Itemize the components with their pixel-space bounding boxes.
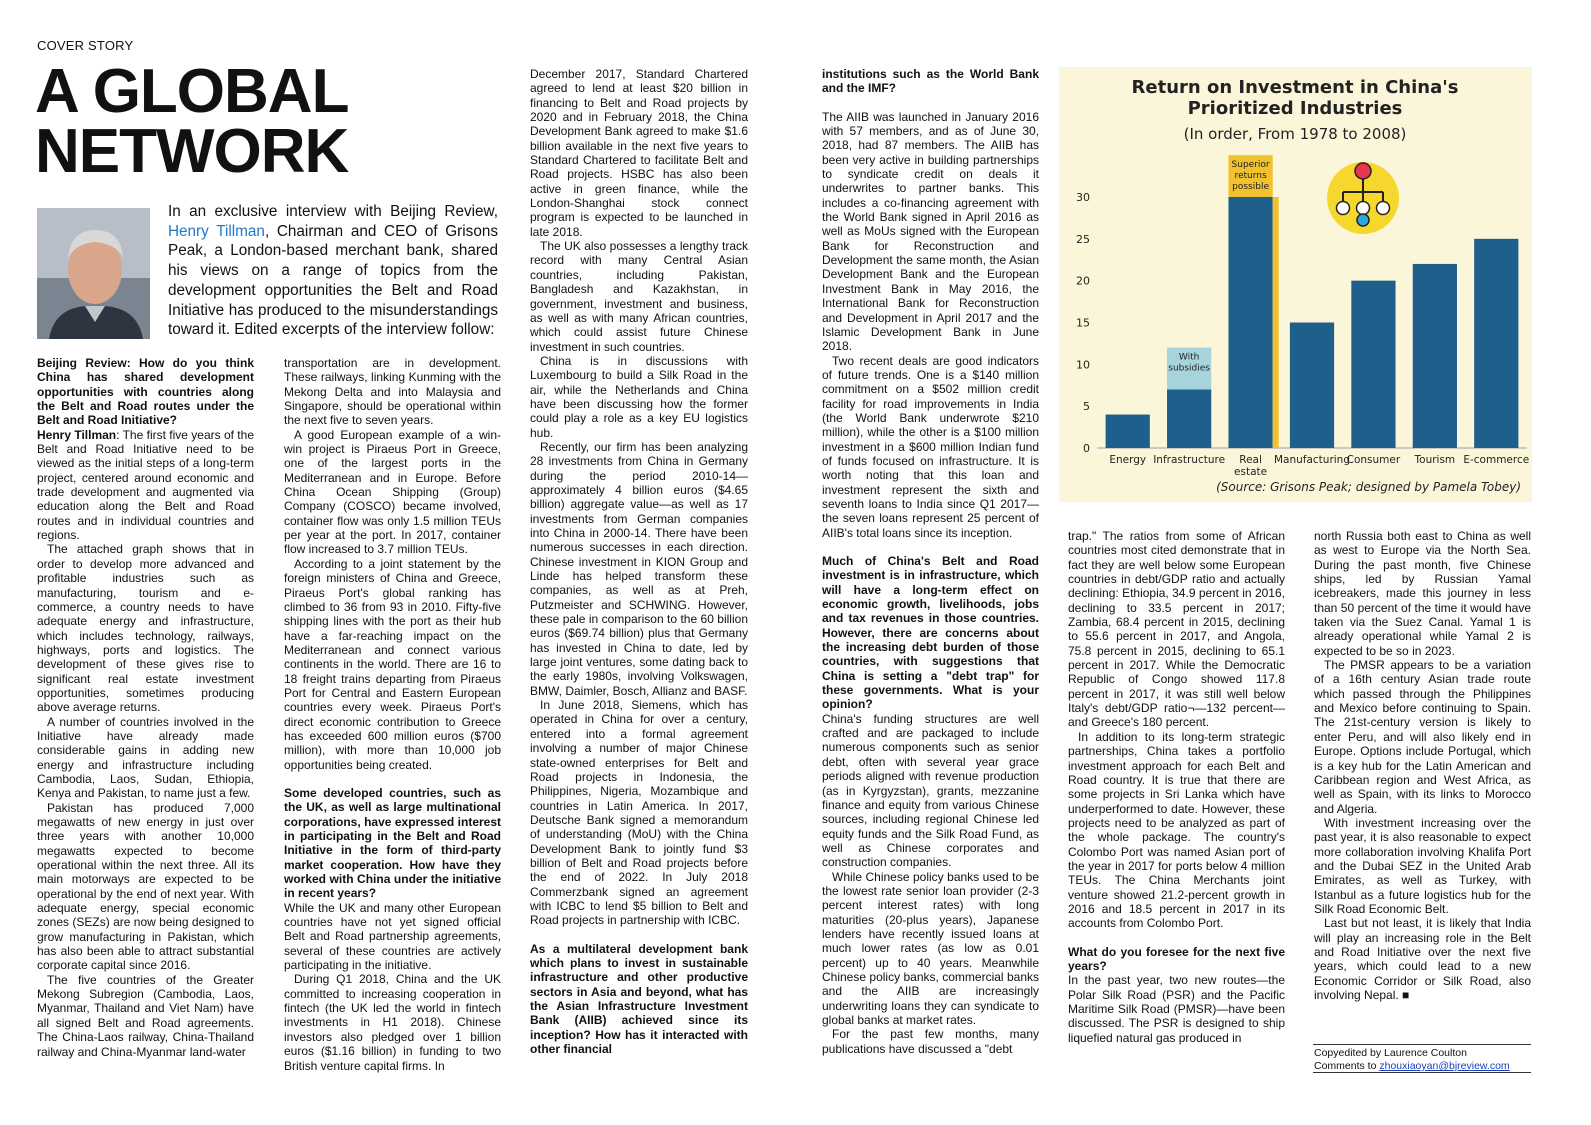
hierarchy-icon (1327, 162, 1399, 234)
paragraph: A number of countries involved in the Initiative have already made considerable gains in adding new energy and infrastructure including Cambodia, Laos, Sudan, Ethiopia, Kenya and Pakistan, to name just a few. (37, 714, 254, 801)
paragraph: Pakistan has produced 7,000 megawatts of new energy in just over three years with another 10,000 megawatts expected to become operational within the next three. All its main motorways are expected to be operational by the end of next year. With adequate energy, special economic zones (SEZs) are now being designed to grow manufacturing in Pakistan, which has also been able to attract substantial corporate capital since 2016. (37, 800, 254, 973)
headline (35, 57, 505, 186)
article-column-5 (1068, 529, 1285, 1045)
bar-e-commerce (1474, 239, 1518, 448)
question-4: Much of China's Belt and Road investment is in infrastructure, which will have a long-term effect on economic growth, livelihoods, jobs and tax revenues in those countries. However, there are concerns about the increasing debt burden of those countries, with suggestions that China is setting a "debt trap" for these governments. What is your opinion? (822, 554, 1039, 712)
paragraph: north Russia both east to China as well as west to Europe via the North Sea. During the past month, five Chinese ships, led by Russian Yamal icebreakers, made this journey in less than 50 percent of the time it would have taken via the Suez Canal. Yamal 1 is already operational while Yamal 2 is expected to be so in 2023. (1314, 529, 1531, 658)
bar-manufacturing (1290, 323, 1334, 449)
x-tick-label: E-commerce (1463, 454, 1530, 466)
article-column-6 (1314, 529, 1531, 1002)
chart-title-line1: Return on Investment in China's (1131, 77, 1459, 98)
paragraph: Two recent deals are good indicators of future trends. One is a $140 million commitment on a $502 million credit facility for road improvements in India (the World Bank underwrote $210 million), while the other is a $100 million investment in a $600 million Indian fund of funds focused on infrastructure. It is worth noting that this loan and investment represent the sixth and seventh loans to India since Q1 2017—the seven loans represent 25 percent of AIIB's total loans since its inception. (822, 353, 1039, 540)
chart-subtitle: (In order, From 1978 to 2008) (1183, 125, 1407, 143)
bar-highlight-strip (1273, 197, 1279, 448)
paragraph: While Chinese policy banks used to be the lowest rate senior loan provider (2-3 percent interest rates) with long maturities (20-plus years), Japanese lenders have recently issued loans at much lower rates (as low as 0.01 percent) up to 40 years. Meanwhile Chinese policy banks, commercial banks and the AIIB are increasingly underwriting loans they can syndicate to global banks at market rates. (822, 869, 1039, 1027)
copyedit-credit: Copyedited by Laurence Coulton (1314, 1047, 1467, 1059)
roi-chart-svg (1059, 67, 1532, 502)
bar-annotation-label: returns (1234, 171, 1267, 182)
bar-annotation-label: With (1178, 352, 1200, 363)
email-link[interactable]: zhouxiaoyan@bjreview.com (1379, 1060, 1510, 1072)
footer-rule-top (1313, 1044, 1531, 1045)
paragraph: In addition to its long-term strategic partnerships, China takes a portfolio investment approach for each Belt and Road country. It is true that there are some projects in Sri Lanka which have underperformed to date. However, these projects need to be analyzed as part of the whole package. The country's Colombo Port was named Asian port of the year in 2017 for ports below 4 million TEUs. The China Merchants joint venture showed 21.2-percent growth in 2016 and 18.5 percent in 2017 in its accounts from Colombo Port. (1068, 729, 1285, 931)
paragraph: A good European example of a win-win project is Piraeus Port in Greece, one of the largest ports in the Mediterranean and in Europe. Before China Ocean Shipping (Group) Company (COSCO) became involved, container flow was only 1.5 million TEUs per year at the port. In 2017, container flow increased to 3.7 million TEUs. (284, 427, 501, 557)
question-3: As a multilateral development bank which plans to invest in sustainable infrastructure and other productive sectors in Asia and beyond, what has the Asian Infrastructure Investment Bank (AIIB) achieved since its inception? How has it interacted with other financial (530, 941, 748, 1057)
headline-line2: NETWORK (35, 117, 349, 186)
answer-speaker: Henry Tillman (37, 427, 117, 442)
y-tick-label: 10 (1076, 358, 1090, 372)
paragraph: With investment increasing over the past year, it is also reasonable to expect more collaboration involving Khalifa Port and the Dubai SEZ in the United Arab Emirates, as well as Turkey, with Istanbul as a future logistics hub for the Silk Road Economic Belt. (1314, 815, 1531, 916)
y-tick-label: 15 (1076, 316, 1090, 330)
bar-infrastructure (1167, 389, 1211, 448)
bar-annotation-label: possible (1232, 182, 1270, 193)
paragraph: China's funding structures are well crafted and are packaged to include numerous components such as senior debt, often with several year grace periods aligned with revenue production (as in Kyrgyzstan), grants, mezzanine finance and equity from various Chinese sources, including regional Chinese led equity funds and the Silk Road Fund, as well as Chinese corporates and construction companies. (822, 711, 1039, 870)
comments-label: Comments to (1314, 1060, 1380, 1072)
x-tick-label: Tourism (1414, 454, 1456, 466)
answer-1 (37, 428, 254, 543)
paragraph: The five countries of the Greater Mekong Subregion (Cambodia, Laos, Myanmar, Thailand and Viet Nam) have all signed Belt and Road agreements. The China-Laos railway, China-Thailand railway and China-Myanmar land-water (37, 972, 254, 1059)
paragraph: For the past few months, many publications have discussed a "debt (822, 1027, 1039, 1056)
bar-tourism (1413, 264, 1457, 448)
chart-title-line2: Prioritized Industries (1187, 98, 1403, 119)
paragraph: Last but not least, it is likely that India will play an increasing role in the Belt and Road Initiative over the next five years, which could lead to a new Economic Corridor or Silk Road, also involving Nepal. ■ (1314, 916, 1531, 1002)
x-tick-label: Energy (1109, 454, 1147, 466)
interviewee-name: Henry Tillman (168, 222, 265, 240)
intro-text-end: , Chairman and CEO of Grisons Peak, a London-based merchant bank, shared his views on a range of topics from the development opportunities the Belt and Road Initiative has produced to the misunderstandings toward it. Edited excerpts of the interview follow: (168, 222, 498, 339)
y-tick-label: 25 (1076, 232, 1090, 246)
section-label: COVER STORY (37, 38, 134, 53)
paragraph: During Q1 2018, China and the UK committed to increasing cooperation in fintech (the UK led the world in fintech investments in H1 2018). Chinese investors also pledged over 1 billion euros ($1.16 billion) in funding to two British venture capital firms. In (284, 972, 501, 1073)
article-column-1 (37, 356, 254, 1059)
answer-1-text: : The first five years of the Belt and Road Initiative need to be viewed as the initial steps of a long-term project, centered around economic and trade development and augmented via education along the Belt and Road routes and in individual countries and regions. (37, 427, 254, 543)
chart-bars (1106, 155, 1530, 478)
bar-annotation-label: subsidies (1168, 363, 1211, 374)
interviewee-photo (37, 208, 150, 339)
bar-annotation-label: Superior (1231, 160, 1270, 171)
x-tick-label: estate (1234, 466, 1268, 478)
paragraph: The AIIB was launched in January 2016 with 57 members, and as of June 30, 2018, had 87 members. The AIIB has been very active in building partnerships to syndicate credit on deals it underwrites to partner banks. This includes a co-financing agreement with the World Bank signed in April 2016 as well as MoUs signed with the European Bank for Reconstruction and Development the same month, the Asian Development Bank and the European Investment Bank in May 2016, the International Bank for Reconstruction and Development in April 2017 and the Islamic Development Bank in June 2018. (822, 109, 1039, 354)
x-tick-label: Consumer (1346, 454, 1401, 466)
paragraph: The UK also possesses a lengthy track record with many Central Asian countries, including Pakistan, Bangladesh and Kazakhstan, in government, investment and business, as well as with many African countries, which could assist future Chinese investment in such countries. (530, 239, 748, 354)
x-tick-label: Infrastructure (1153, 454, 1226, 466)
bar-real-estate (1228, 197, 1272, 448)
headline-line1: A GLOBAL (35, 57, 349, 126)
roi-chart (1059, 67, 1532, 502)
article-column-4 (822, 67, 1039, 1056)
article-column-3 (530, 67, 748, 1056)
intro-text-start: In an exclusive interview with Beijing Review, (168, 203, 498, 220)
paragraph: According to a joint statement by the foreign ministers of China and Greece, Piraeus Port's global ranking has climbed to 36 from 93 in 2010. Fifty-five shipping lines with the port as their hub have a far-reaching impact on the Mediterranean and connect various continents in the world. There are 16 to 18 freight trains departing from Piraeus Port for Central and Eastern European countries every week. Piraeus Port's direct economic contribution to Greece has exceeded 600 million euros ($700 million), with more than 10,000 job opportunities being created. (284, 556, 501, 772)
paragraph: The attached graph shows that in order to develop more advanced and profitable industries such as manufacturing, tourism and e-commerce, a country needs to have adequate energy and infrastructure, which includes technology, railways, highways, ports and logistics. The development of these gives rise to significant real estate investment opportunities, sometimes producing above average returns. (37, 542, 254, 715)
paragraph: December 2017, Standard Chartered agreed to lend at least $20 billion in financing to Belt and Road projects by 2020 and in February 2018, the China Development Bank agreed to make $1.6 billion available in the next five years to Standard Chartered to facilitate Belt and Road projects. HSBC has also been active in green finance, while the London-Shanghai stock connect program is expected to be launched in late 2018. (530, 67, 748, 239)
paragraph: The PMSR appears to be a variation of a 16th century Asian trade route which passed through the Philippines and Mexico before continuing to Spain. The 21st-century version is likely to enter Peru, and will also likely end in Europe. Options include Portugal, which is a key hub for the Latin American and Caribbean region and West Africa, as well as Spain, with its links to Morocco and Algeria. (1314, 658, 1531, 816)
y-tick-label: 0 (1083, 442, 1090, 455)
question-2: Some developed countries, such as the UK, as well as large multinational corporations, have expressed interest in participating in the Belt and Road Initiative in the form of third-party market cooperation. How have they worked with China under the initiative in recent years? (284, 785, 501, 901)
paragraph: trap." The ratios from some of African countries most cited demonstrate that in fact they are well below some European countries in debt/GDP ratio and actually declining: Ethiopia, 34.9 percent in 2016, declining to 33.5 percent in 2017; Zambia, 68.4 percent in 2015, declining to 55.6 percent in 2017, and Angola, 75.8 percent in 2015, declining to 65.1 percent in 2017. While the Democratic Republic of Congo showed 117.8 percent in 2017, it was still well below Italy's debt/GDP ratio¬—132 percent—and Greece's 180 percent. (1068, 529, 1285, 730)
question-5: What do you foresee for the next five years? (1068, 944, 1285, 973)
paragraph: In the past year, two new routes—the Polar Silk Road (PSR) and the Pacific Maritime Silk Road (PMSR)—have been discussed. The PSR is designed to ship liquefied natural gas produced in (1068, 973, 1285, 1045)
question-1: Beijing Review: How do you think China has shared development opportunities with countries along the Belt and Road routes under the Belt and Road Initiative? (37, 356, 254, 428)
x-tick-label: Real (1239, 454, 1262, 466)
paragraph: In June 2018, Siemens, which has operated in China for over a century, entered into a formal agreement involving a number of major Chinese state-owned enterprises for Belt and Road projects in Indonesia, the Philippines, Nigeria, Mozambique and countries in Latin America. In 2017, Deutsche Bank signed a memorandum of understanding (MoU) with the China Development Bank to jointly fund $3 billion of Belt and Road projects before the end of 2022. In July 2018 Commerzbank signed an agreement with ICBC to lend $5 billion to Belt and Road projects in partnership with ICBC. (530, 698, 748, 928)
footer-credit (1314, 1047, 1532, 1073)
chart-source: (Source: Grisons Peak; designed by Pamela Tobey) (1216, 480, 1521, 494)
x-tick-label: Manufacturing (1273, 454, 1351, 466)
intro-paragraph (168, 202, 498, 340)
y-tick-label: 20 (1076, 274, 1090, 288)
article-column-2 (284, 356, 501, 1073)
bar-consumer (1351, 281, 1395, 448)
paragraph: China is in discussions with Luxembourg to build a Silk Road in the air, while the Netherlands and China have been discussing how the former could play a role as a key EU logistics hub. (530, 353, 748, 440)
question-3-continued: institutions such as the World Bank and the IMF? (822, 67, 1039, 96)
footer-rule-bottom (1313, 1072, 1531, 1073)
y-tick-label: 5 (1083, 400, 1090, 414)
paragraph: Recently, our firm has been analyzing 28 investments from China in Germany during the period 2010-14—approximately 4 billion euros ($4.65 billion) aggregate value—as well as 17 investments from German companies into China in 2000-14. There have been numerous successes in each direction. Chinese investment in KION Group and Linde has helped transform these companies, as well as at Preh, Putzmeister and SCHWING. However, these pale in comparison to the 60 billion euros ($69.74 billion) plus that Germany has invested in China to date, led by large joint ventures, some dating back to the early 1980s, involving Volkswagen, BMW, Daimler, Bosch, Allianz and BASF. (530, 439, 748, 698)
paragraph: While the UK and many other European countries have not yet signed official Belt and Road partnership agreements, several of these countries are actively participating in the initiative. (284, 900, 501, 973)
y-tick-label: 30 (1076, 191, 1090, 204)
paragraph: transportation are in development. These railways, linking Kunming with the Mekong Delta and into Malaysia and Singapore, should be operational within the next five to seven years. (284, 356, 501, 428)
bar-energy (1106, 415, 1150, 448)
